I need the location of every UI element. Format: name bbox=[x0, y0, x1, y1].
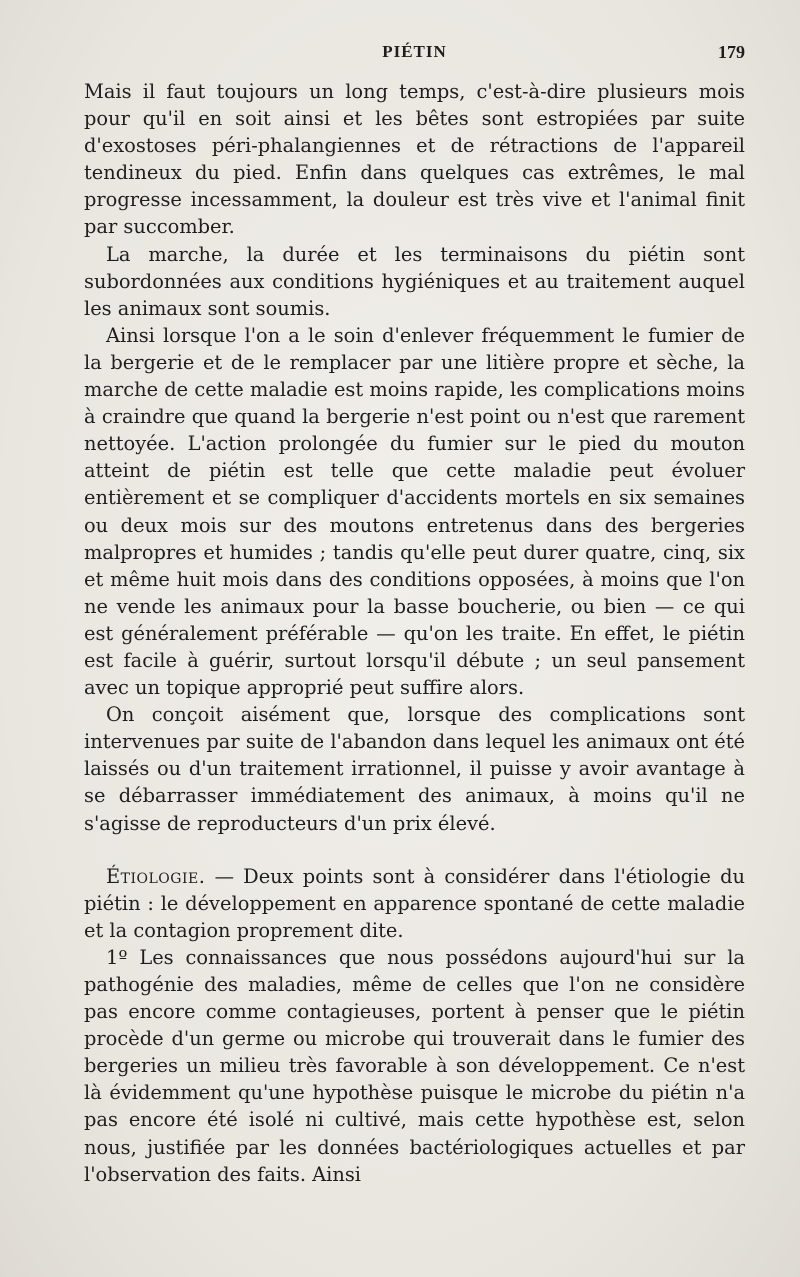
section-heading: Étiologie. bbox=[106, 864, 206, 888]
paragraph: Mais il faut toujours un long temps, c'est-à-dire plusieurs mois pour qu'il en soit ainsi et les bêtes sont estropiées par suite d'exostoses péri-phalangiennes et de rétractions de l'appareil tendineux du pied. Enfin dans quelques cas extrêmes, le mal progresse incessamment, la douleur est très vive et l'animal finit par succomber. bbox=[84, 80, 745, 239]
section-text: — Deux points sont à considérer dans l'étiologie du piétin : le développement en apparence spontané de cette maladie et la contagion proprement dite. bbox=[84, 864, 745, 942]
body-text bbox=[84, 78, 745, 1188]
paragraph: La marche, la durée et les terminaisons du piétin sont subordonnées aux conditions hygiéniques et au traitement auquel les animaux sont soumis. bbox=[84, 242, 745, 320]
paragraph: Ainsi lorsque l'on a le soin d'enlever fréquemment le fumier de la bergerie et de le remplacer par une litière propre et sèche, la marche de cette maladie est moins rapide, les complications moins à craindre que quand la bergerie n'est point ou n'est que rarement nettoyée. L'action prolongée du fumier sur le pied du mouton atteint de piétin est telle que cette maladie peut évoluer entièrement et se compliquer d'accidents mortels en six semaines ou deux mois sur des moutons entretenus dans des bergeries malpropres et humides ; tandis qu'elle peut durer quatre, cinq, six et même huit mois dans des conditions opposées, à moins que l'on ne vende les animaux pour la basse boucherie, ou bien — ce qui est généralement préférable — qu'on les traite. En effet, le piétin est facile à guérir, surtout lorsqu'il débute ; un seul pansement avec un topique approprié peut suffire alors. bbox=[84, 323, 745, 700]
paragraph: 1º Les connaissances que nous possédons aujourd'hui sur la pathogénie des maladies, même de celles que l'on ne considère pas encore comme contagieuses, portent à penser que le piétin procède d'un germe ou microbe qui trouverait dans le fumier des bergeries un milieu très favorable à son développement. Ce n'est là évidemment qu'une hypothèse puisque le microbe du piétin n'a pas encore été isolé ni cultivé, mais cette hypothèse est, selon nous, justifiée par les données bactériologiques actuelles et par l'observation des faits. Ainsi bbox=[84, 945, 745, 1186]
page-number: 179 bbox=[718, 42, 745, 62]
running-title: PIÉTIN bbox=[382, 42, 447, 61]
running-header bbox=[84, 38, 745, 78]
paragraph: On conçoit aisément que, lorsque des complications sont intervenues par suite de l'abandon dans lequel les animaux ont été laissés ou d'un traitement irrationnel, il puisse y avoir avantage à se débarrasser immédiatement des animaux, à moins qu'il ne s'agisse de reproducteurs d'un prix élevé. bbox=[84, 703, 745, 835]
section-paragraph bbox=[84, 863, 745, 944]
